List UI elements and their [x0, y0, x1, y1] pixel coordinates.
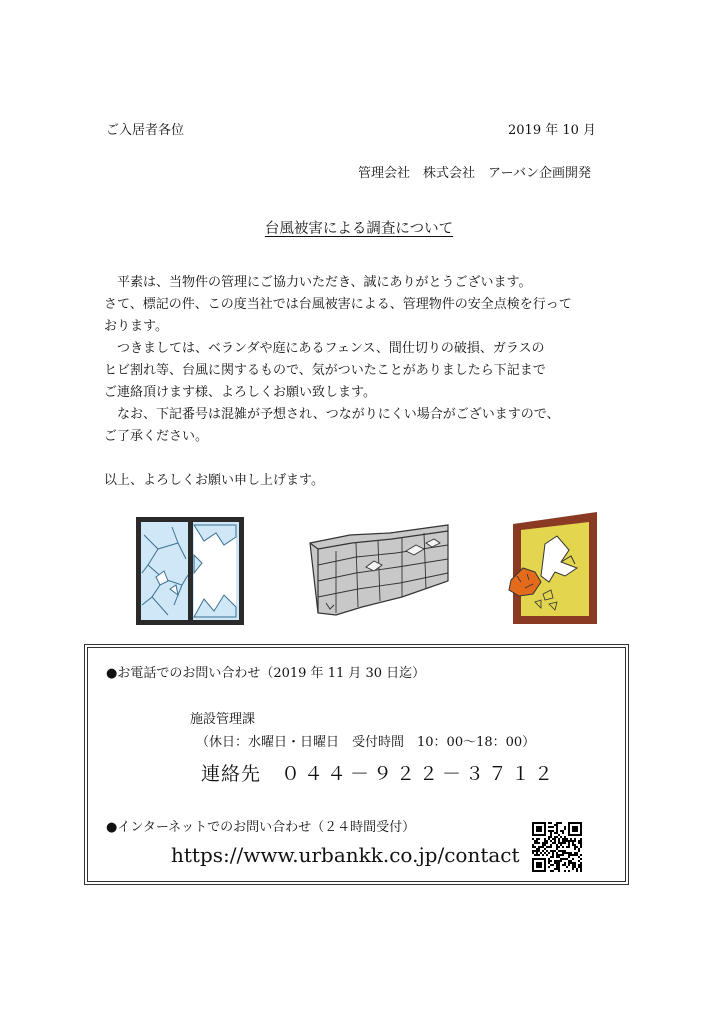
body-line: さて、標記の件、この度当社では台風被害による、管理物件の安全点検を行って	[104, 297, 572, 312]
document-date: 2019 年 10 月	[508, 123, 597, 138]
body-line	[104, 448, 624, 470]
sender: 管理会社 株式会社 アーバン企画開発	[358, 166, 591, 181]
internet-inquiry-heading: ●インターネットでのお問い合わせ（２４時間受付）	[106, 820, 416, 835]
body-line: ご連絡頂けます様、よろしくお願い致します。	[104, 385, 376, 400]
phone-label: 連絡先	[201, 763, 262, 785]
document-title: 台風被害による調査について	[264, 221, 454, 237]
body-line: 以上、よろしくお願い申し上げます。	[104, 473, 324, 488]
broken-door-glass-icon	[505, 510, 605, 630]
body-text	[104, 272, 624, 492]
body-line: ご了承ください。	[104, 429, 209, 444]
body-line: なお、下記番号は混雑が予想され、つながりにくい場合がございますので、	[104, 407, 560, 422]
contact-url-link[interactable]: https://www.urbankk.co.jp/contact	[171, 843, 520, 867]
damaged-fence-icon	[306, 521, 454, 623]
office-hours: （休日：水曜日・日曜日 受付時間 10：00〜18：00）	[196, 735, 536, 750]
body-line: 平素は、当物件の管理にご協力いただき、誠にありがとうございます。	[104, 275, 532, 290]
body-line: ヒビ割れ等、台風に関するもので、気がついたことがありましたら下記まで	[104, 363, 546, 378]
addressee: ご入居者各位	[106, 123, 185, 138]
body-line: つきましては、ベランダや庭にあるフェンス、間仕切りの破損、ガラスの	[104, 341, 545, 356]
phone-line	[201, 759, 557, 786]
broken-window-icon	[134, 515, 246, 631]
department-name: 施設管理課	[190, 712, 256, 727]
body-line: おります。	[104, 319, 168, 334]
qr-code-icon	[532, 822, 582, 876]
phone-number[interactable]: ０４４－９２２－３７１２	[281, 763, 558, 785]
phone-inquiry-heading: ●お電話でのお問い合わせ（2019 年 11 月 30 日迄）	[106, 666, 426, 681]
